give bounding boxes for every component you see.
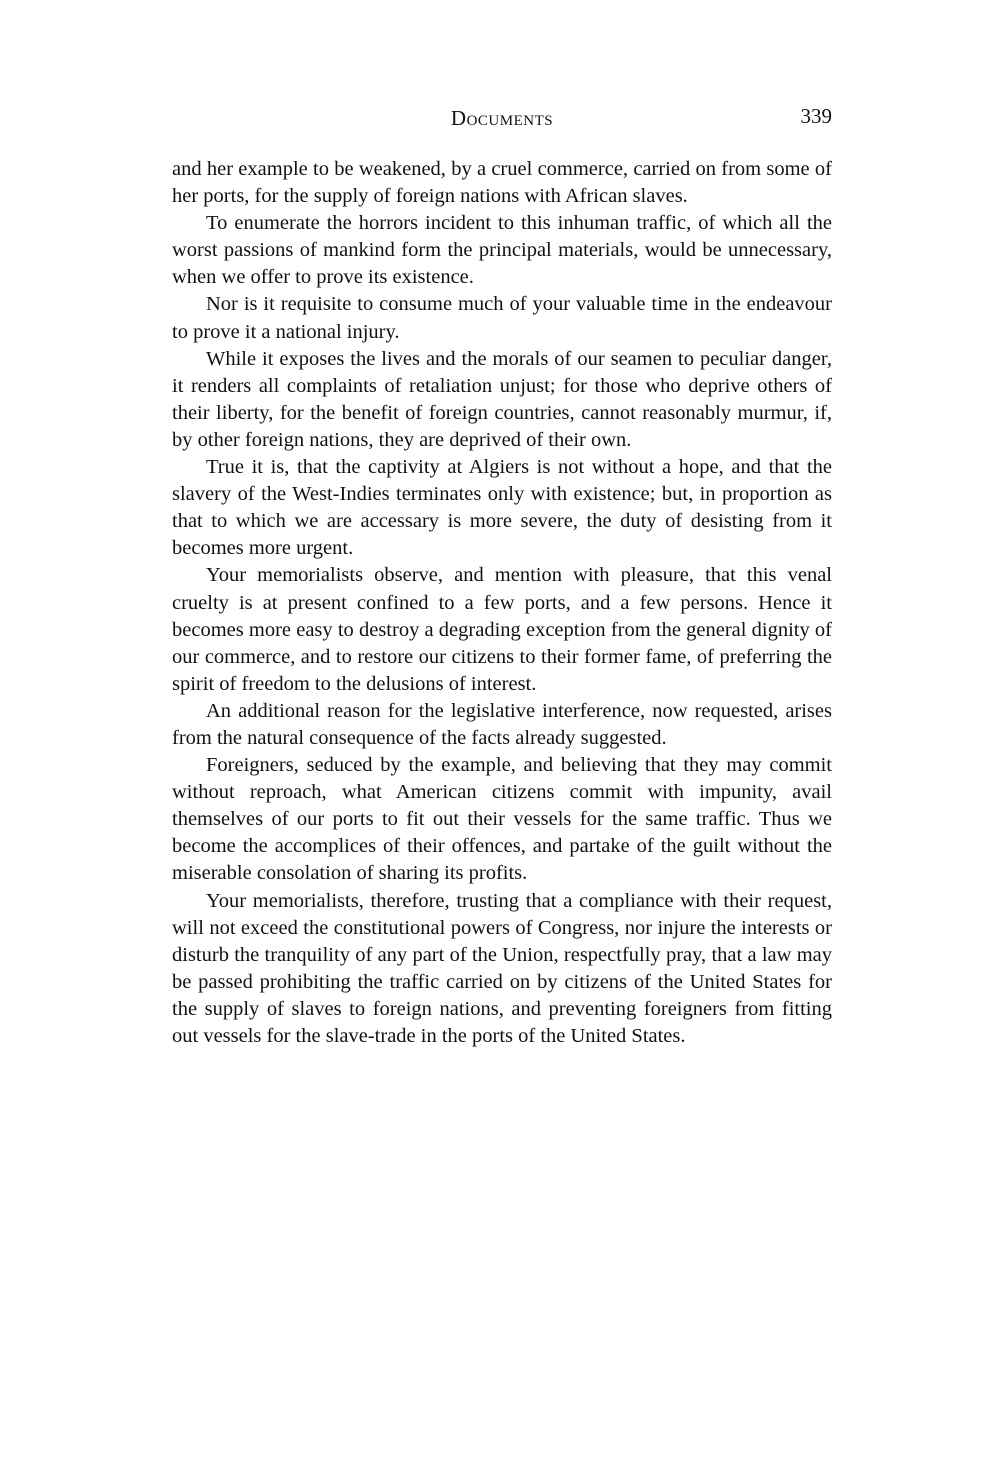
running-title: Documents: [450, 106, 554, 130]
page-number: 339: [800, 104, 832, 128]
paragraph: Foreigners, seduced by the example, and believing that they may commit without reproach, what American citizens commit with impunity, avail themselves of our ports to fit out their vessels for the same traffic. Thus we become the accomplices of their offences, and partake of the guilt without the miserable consolation of sharing its profits.: [172, 754, 832, 885]
paragraph: and her example to be weakened, by a cruel commerce, carried on from some of her ports, for the supply of foreign nations with African slaves.: [172, 158, 832, 208]
running-header: [172, 106, 832, 136]
paragraph: True it is, that the captivity at Algiers is not without a hope, and that the slavery of the West-Indies terminates only with existence; but, in proportion as that to which we are accessary is more severe, the duty of desisting from it becomes more urgent.: [172, 456, 832, 560]
paragraph: An additional reason for the legislative interference, now requested, arises from the natural consequence of the facts already suggested.: [172, 699, 832, 749]
body-text: [172, 156, 832, 1050]
paragraph: Your memorialists observe, and mention with pleasure, that this venal cruelty is at present confined to a few ports, and a few persons. Hence it becomes more easy to destroy a degrading exception from the general dignity of our commerce, and to restore our citizens to their former fame, of preferring the spirit of freedom to the delusions of interest.: [172, 564, 832, 695]
paragraph: Your memorialists, therefore, trusting that a compliance with their request, will not exceed the constitutional powers of Congress, nor injure the interests or disturb the tranquility of any part of the Union, respectfully pray, that a law may be passed prohibiting the traffic carried on by citizens of the United States for the supply of slaves to foreign nations, and preventing foreigners from fitting out vessels for the slave-trade in the ports of the United States.: [172, 889, 832, 1047]
paragraph: To enumerate the horrors incident to this inhuman traffic, of which all the worst passions of mankind form the principal materials, would be unnecessary, when we offer to prove its existence.: [172, 212, 832, 289]
paragraph: Nor is it requisite to consume much of your valuable time in the endeavour to prove it a national injury.: [172, 293, 832, 343]
paragraph: While it exposes the lives and the morals of our seamen to peculiar danger, it renders all complaints of retaliation unjust; for those who deprive others of their liberty, for the benefit of foreign countries, cannot reasonably murmur, if, by other foreign nations, they are deprived of their own.: [172, 347, 832, 451]
